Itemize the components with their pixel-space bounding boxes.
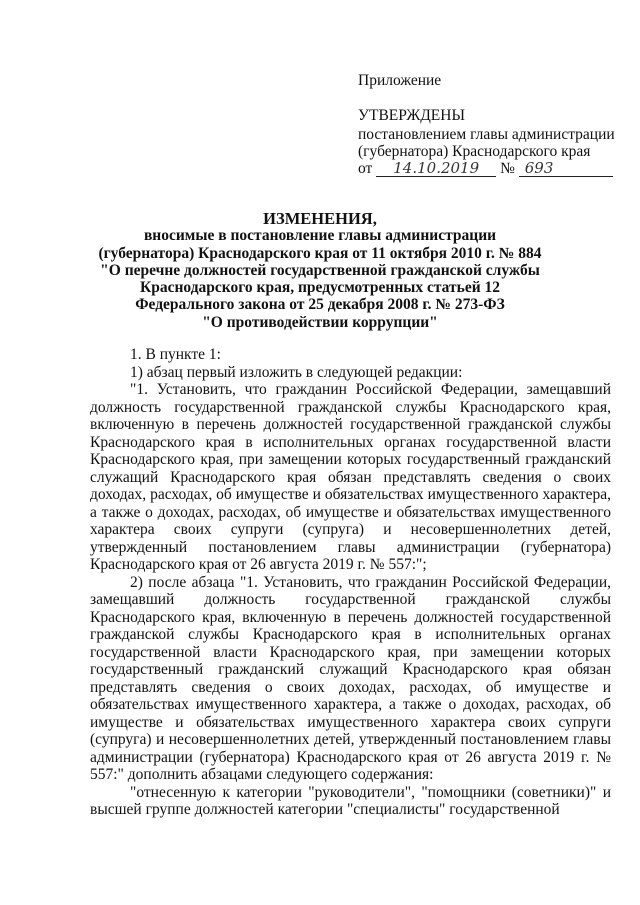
approval-date-row xyxy=(358,160,618,177)
handwritten-number: 693 xyxy=(519,160,613,177)
paragraph-subitem-2: 2) после абзаца "1. Установить, что гражданин Российской Федерации, замещавший должность государственной гражданской службы Краснодарского края, включенную в перечень должностей государственной гражданской службы Краснодарского края в исполнительных органах государственной власти Краснодарского края, при замещении которых государственный гражданский служащий Краснодарского края обязан представлять сведения о своих доходах, расходах, об имуществе и обязательствах имущественного характера, а также о доходах, расходах, об имуществе и обязательствах имущественного характера своих супруги (супруга) и несовершеннолетних детей, утвержденный постановлением главы администрации (губернатора) Краснодарского края от 26 августа 2019 г. № 557:" дополнить абзацами следующего содержания: xyxy=(90,573,611,783)
appendix-label: Приложение xyxy=(358,72,442,89)
title-line: (губернатора) Краснодарского края от 11 октября 2010 г. № 884 xyxy=(98,244,542,262)
document-title xyxy=(90,210,550,331)
title-line: "О перечне должностей государственной гражданской службы xyxy=(100,261,540,279)
title-line: вносимые в постановление главы администрации xyxy=(143,227,497,245)
handwritten-date: 14.10.2019 xyxy=(376,160,496,177)
paragraph-quote-1: "1. Установить, что гражданин Российской Федерации, замещавший должность государственной гражданской службы Краснодарского края, включенную в перечень должностей государственной гражданской службы Краснодарского края в исполнительных органах государственной власти Краснодарского края, при замещении которых государственный гражданский служащий Краснодарского края обязан представлять сведения о своих доходах, расходах, об имуществе и обязательствах имущественного характера, а также о доходах, расходах, об имуществе и обязательствах имущественного характера своих супруги (супруга) и несовершеннолетних детей, утвержденный постановлением главы администрации (губернатора) Краснодарского края от 26 августа 2019 г. № 557:"; xyxy=(90,381,611,573)
title-main: ИЗМЕНЕНИЯ, xyxy=(263,209,377,228)
title-line: Краснодарского края, предусмотренных статьей 12 xyxy=(139,279,501,297)
title-line: "О противодействии коррупции" xyxy=(202,313,438,331)
approved-heading: УТВЕРЖДЕНЫ xyxy=(358,107,465,124)
paragraph-quote-2: "отнесенную к категории "руководители", "помощники (советники)" и высшей группе должностей категории "специалисты" государственной xyxy=(90,783,611,818)
title-line: Федерального закона от 25 декабря 2008 г. № 273-ФЗ xyxy=(135,296,505,314)
from-label: от xyxy=(358,160,373,177)
approval-line-2: (губернатора) Краснодарского края xyxy=(358,143,591,160)
approval-line-1: постановлением главы администрации xyxy=(358,126,615,143)
paragraph-subitem-1: 1) абзац первый изложить в следующей редакции: xyxy=(130,363,463,381)
paragraph-item-1: 1. В пункте 1: xyxy=(130,346,221,363)
document-body xyxy=(90,346,611,819)
approval-block xyxy=(358,72,618,177)
number-label: № xyxy=(500,160,515,177)
